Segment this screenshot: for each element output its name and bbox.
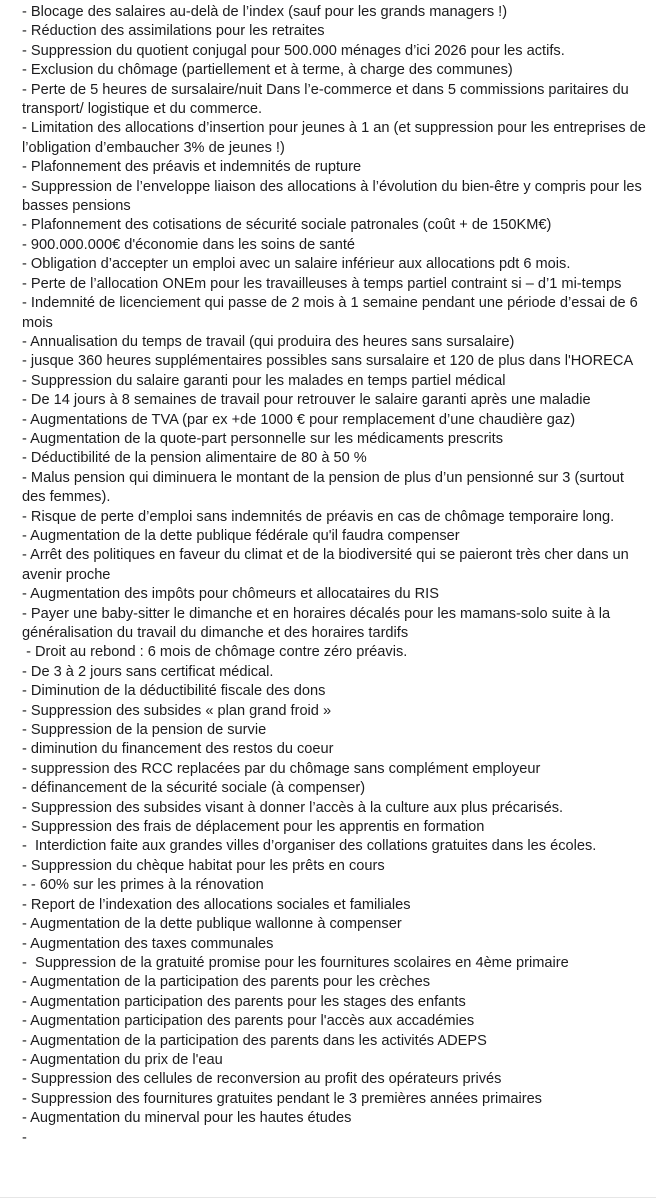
list-item: - Augmentations de TVA (par ex +de 1000 € pour remplacement d’une chaudière gaz): [22, 411, 576, 428]
list-item: - diminution du financement des restos du coeur: [22, 741, 334, 758]
list-item: - Blocage des salaires au-delà de l’index (sauf pour les grands managers !): [22, 4, 508, 20]
list-item: - jusque 360 heures supplémentaires possibles sans sursalaire et 120 de plus dans l'HORECA: [22, 353, 634, 370]
list-item: - Obligation d’accepter un emploi avec un salaire inférieur aux allocations pdt 6 mois.: [22, 256, 571, 273]
list-item: - Plafonnement des cotisations de sécurité sociale patronales (coût + de 150KM€): [22, 217, 552, 234]
list-item: - Report de l’indexation des allocations sociales et familiales: [22, 896, 411, 913]
bottom-divider: [0, 1197, 656, 1198]
list-item: - Augmentation participation des parents pour les stages des enfants: [22, 993, 466, 1010]
list-item: - Droit au rebond : 6 mois de chômage contre zéro préavis.: [22, 644, 408, 661]
list-item: - Suppression des fournitures gratuites pendant le 3 premières années primaires: [22, 1090, 542, 1107]
list-item: - - 60% sur les primes à la rénovation: [22, 877, 264, 894]
list-item: - Exclusion du chômage (partiellement et à terme, à charge des communes): [22, 62, 513, 79]
list-item: - De 3 à 2 jours sans certificat médical.: [22, 663, 274, 680]
list-item: - Réduction des assimilations pour les retraites: [22, 23, 325, 40]
list-item: - suppression des RCC replacées par du chômage sans complément employeur: [22, 760, 541, 777]
list-item: - Perte de 5 heures de sursalaire/nuit Dans l’e-commerce et dans 5 commissions paritaires du transport/ logistique et du commerce.: [22, 81, 633, 118]
list-item: - Déductibilité de la pension alimentaire de 80 à 50 %: [22, 450, 367, 467]
list-item: - Augmentation du prix de l'eau: [22, 1051, 223, 1068]
list-item: - Augmentation des taxes communales: [22, 935, 274, 952]
list-item: - Suppression de la gratuité promise pour les fournitures scolaires en 4ème primaire: [22, 954, 569, 971]
list-item: - 900.000.000€ d'économie dans les soins de santé: [22, 236, 355, 253]
list-item: - Arrêt des politiques en faveur du climat et de la biodiversité qui se paieront très cher dans un avenir proche: [22, 547, 633, 583]
list-item: - Suppression des frais de déplacement pour les apprentis en formation: [22, 819, 485, 836]
list-item: - Risque de perte d’emploi sans indemnités de préavis en cas de chômage temporaire long.: [22, 508, 615, 525]
list-item: - Augmentation des impôts pour chômeurs et allocataires du RIS: [22, 586, 439, 603]
list-item: - Augmentation participation des parents pour l'accès aux accadémies: [22, 1013, 475, 1030]
list-item: - De 14 jours à 8 semaines de travail pour retrouver le salaire garanti après une maladie: [22, 392, 591, 409]
list-item: - Suppression de l’enveloppe liaison des allocations à l’évolution du bien-être y compris pour les basses pensions: [22, 178, 646, 215]
list-item: - Interdiction faite aux grandes villes d’organiser des collations gratuites dans les écoles.: [22, 838, 597, 855]
list-item: - Suppression des subsides « plan grand froid »: [22, 702, 332, 719]
list-item: - Augmentation de la dette publique fédérale qu'il faudra compenser: [22, 527, 460, 544]
list-item: - Plafonnement des préavis et indemnités de rupture: [22, 159, 362, 176]
measures-list: [22, 3, 650, 1148]
list-item: - Suppression des cellules de reconversion au profit des opérateurs privés: [22, 1071, 502, 1088]
list-item: - Augmentation de la participation des parents pour les crèches: [22, 974, 431, 991]
list-item: - Suppression du salaire garanti pour les malades en temps partiel médical: [22, 372, 506, 389]
list-item: - Indemnité de licenciement qui passe de 2 mois à 1 semaine pendant une période d’essai de 6 mois: [22, 295, 642, 331]
list-item: - Augmentation du minerval pour les hautes études: [22, 1110, 352, 1127]
list-item: - Suppression du chèque habitat pour les prêts en cours: [22, 857, 385, 874]
list-item: - Augmentation de la dette publique wallonne à compenser: [22, 916, 402, 933]
list-item: - Suppression du quotient conjugal pour 500.000 ménages d’ici 2026 pour les actifs.: [22, 42, 565, 59]
list-item: - Annualisation du temps de travail (qui produira des heures sans sursalaire): [22, 333, 515, 350]
list-item: - Augmentation de la participation des parents dans les activités ADEPS: [22, 1032, 487, 1049]
list-item: - Perte de l’allocation ONEm pour les travailleuses à temps partiel contraint si – d’1 mi-temps: [22, 275, 622, 292]
list-item: -: [22, 1129, 27, 1146]
list-item: - Suppression de la pension de survie: [22, 722, 267, 739]
list-item: - Payer une baby-sitter le dimanche et en horaires décalés pour les mamans-solo suite à la généralisation du travail du dimanche et des horaires tardifs: [22, 605, 615, 641]
list-item: - Limitation des allocations d’insertion pour jeunes à 1 an (et suppression pour les entreprises de l’obligation d’embaucher 3% de jeunes !): [22, 120, 650, 156]
list-item: - Augmentation de la quote-part personnelle sur les médicaments prescrits: [22, 430, 504, 447]
list-item: - définancement de la sécurité sociale (à compenser): [22, 780, 366, 797]
list-item: - Diminution de la déductibilité fiscale des dons: [22, 683, 326, 700]
list-item: - Suppression des subsides visant à donner l’accès à la culture aux plus précarisés.: [22, 799, 564, 816]
list-item: - Malus pension qui diminuera le montant de la pension de plus d’un pensionné sur 3 (surtout des femmes).: [22, 469, 629, 506]
